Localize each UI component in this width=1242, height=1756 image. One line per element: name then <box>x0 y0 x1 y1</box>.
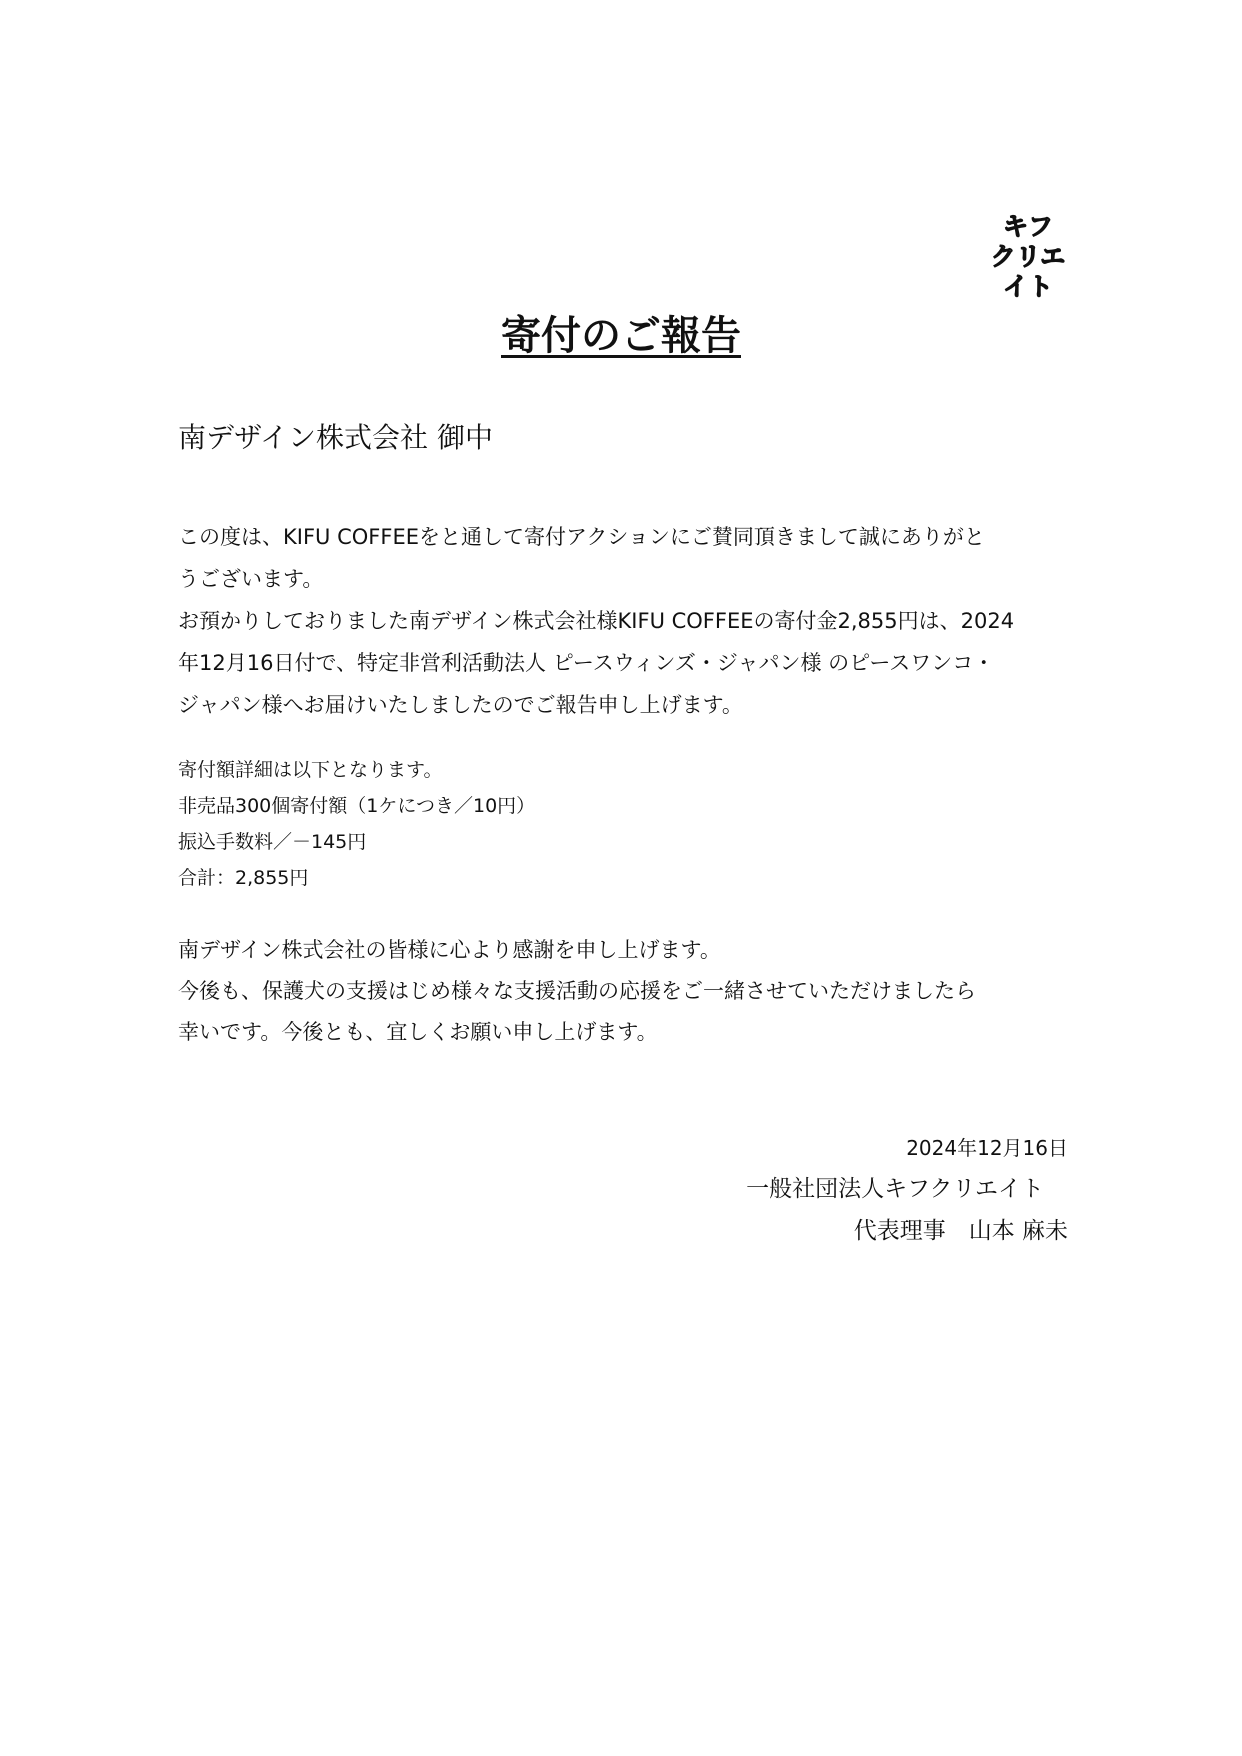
paragraph-line: 幸いです。今後とも、宜しくお願い申し上げます。 <box>178 1020 658 1044</box>
paragraph-line: うございます。 <box>178 567 324 591</box>
logo-line: クリエ <box>990 242 1066 271</box>
logo-line: イト <box>1002 272 1053 301</box>
thanks-paragraph <box>178 516 1068 726</box>
signature-block <box>746 1128 1068 1252</box>
kifu-create-logo <box>968 212 1088 302</box>
paragraph-line: この度は、KIFU COFFEEをと通して寄付アクションにご賛同頂きまして誠にありがと <box>178 525 985 549</box>
paragraph-line: 南デザイン株式会社の皆様に心より感謝を申し上げます。 <box>178 938 721 962</box>
logo-line: キフ <box>1002 212 1053 241</box>
details-heading: 寄付額詳細は以下となります。 <box>178 759 443 781</box>
details-item: 非売品300個寄付額（1ケにつき／10円） <box>178 795 536 817</box>
details-total: 合計：2,855円 <box>178 867 309 889</box>
paragraph-line: 今後も、保護犬の支援はじめ様々な支援活動の応援をご一緒させていただけましたら <box>178 979 976 1003</box>
signature-date: 2024年12月16日 <box>906 1136 1068 1160</box>
document-title-text: 寄付のご報告 <box>501 313 741 359</box>
paragraph-line: ジャパン様へお届けいたしましたのでご報告申し上げます。 <box>178 693 743 717</box>
details-item: 振込手数料／－145円 <box>178 831 367 853</box>
recipient: 南デザイン株式会社 御中 <box>178 421 493 454</box>
closing-paragraph <box>178 930 1068 1053</box>
donation-details <box>178 752 1068 896</box>
signature-representative: 代表理事 山本 麻未 <box>853 1218 1068 1244</box>
document-title <box>0 308 1242 364</box>
paragraph-line: 年12月16日付で、特定非営利活動法人 ピースウィンズ・ジャパン様 のピースワンコ・ <box>178 651 995 675</box>
signature-organization: 一般社団法人キフクリエイト <box>746 1176 1044 1202</box>
paragraph-line: お預かりしておりました南デザイン株式会社様KIFU COFFEEの寄付金2,855円は、2024 <box>178 609 1015 633</box>
